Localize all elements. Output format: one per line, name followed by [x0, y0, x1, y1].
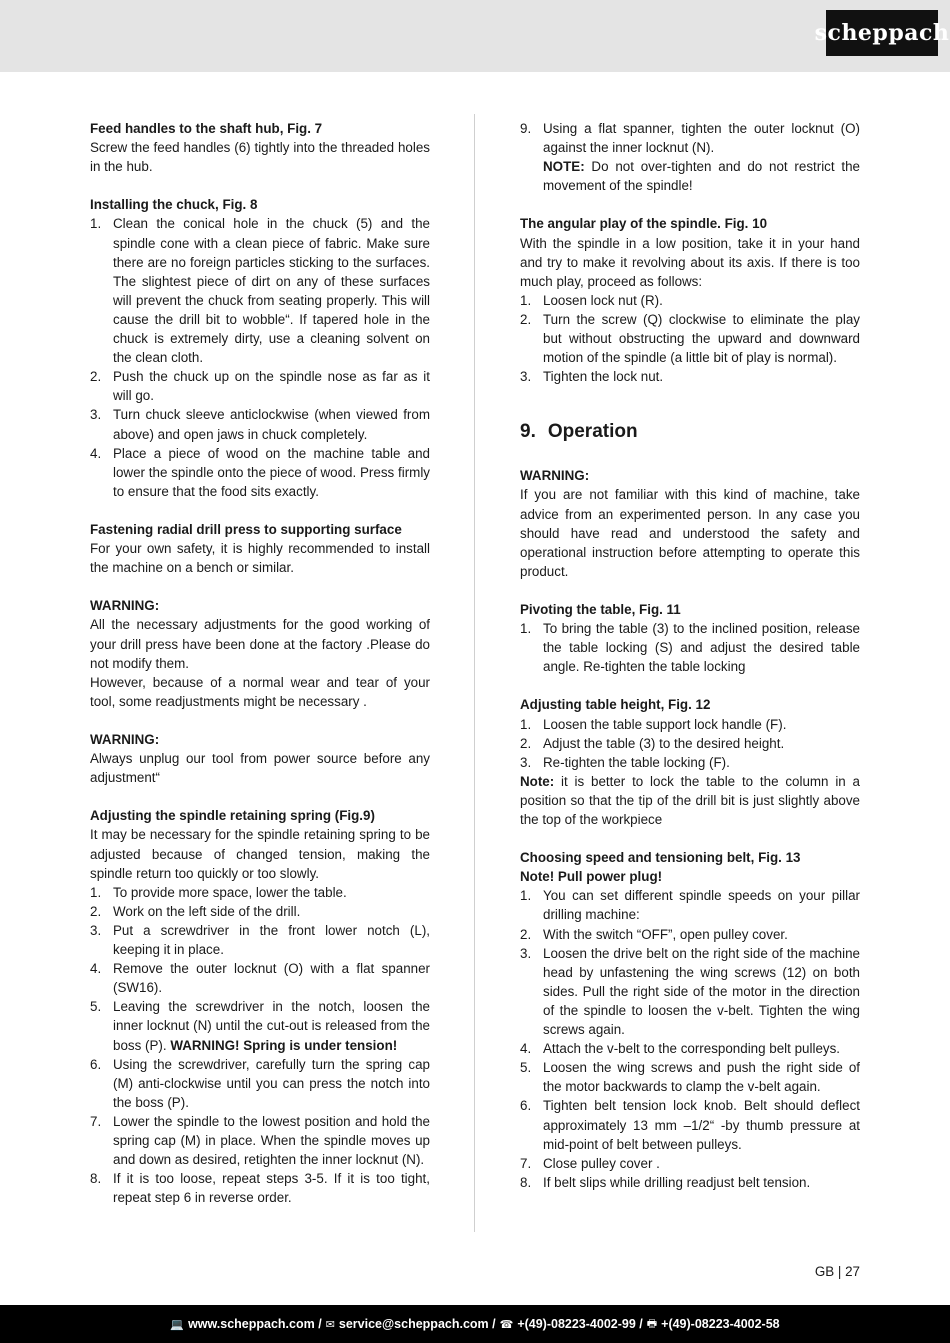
- footer-email[interactable]: service@scheppach.com /: [338, 1317, 496, 1331]
- footer-website[interactable]: www.scheppach.com /: [188, 1317, 322, 1331]
- angular-play-heading: The angular play of the spindle. Fig. 10: [520, 216, 768, 232]
- right-column: [520, 119, 860, 1192]
- spring-steps-continued: [520, 119, 860, 195]
- warning-text: However, because of a normal wear and tear of your tool, some readjustments might be necessary .: [90, 674, 430, 709]
- pivot-heading: Pivoting the table, Fig. 11: [520, 601, 681, 617]
- column-divider: [474, 114, 475, 1232]
- list-item: 1. Loosen lock nut (R).: [520, 292, 663, 308]
- table-height-heading: Adjusting table height, Fig. 12: [520, 697, 711, 713]
- list-item: 8. If it is too loose, repeat steps 3-5. If it is too tight, repeat step 6 in reverse order.: [90, 1171, 430, 1206]
- warning-text: If you are not familiar with this kind of machine, take advice from an experimented person. In any case you should have read and understood the safety and operational instruction before attempting to operate this product.: [520, 487, 860, 579]
- speed-steps: [520, 886, 860, 1192]
- speed-heading: Choosing speed and tensioning belt, Fig. 13: [520, 850, 801, 866]
- fastening-text: For your own safety, it is highly recommended to install the machine on a bench or similar.: [90, 541, 430, 576]
- computer-icon: 💻: [170, 1318, 185, 1331]
- list-item: 3. Loosen the drive belt on the right side of the machine head by unfastening the wing screws (12) on both sides. Pull the right side of the motor in the direction of the spindle to loosen the v-belt. Tighten the wing screws again.: [520, 945, 860, 1038]
- left-column: [90, 119, 430, 1207]
- list-item: 3. Re-tighten the table locking (F).: [520, 754, 730, 770]
- list-item: 4. Place a piece of wood on the machine table and lower the spindle onto the piece of wood. Press firmly to ensure that the food sits exactly.: [90, 445, 430, 499]
- speed-subheading: Note! Pull power plug!: [520, 869, 663, 885]
- mail-icon: ✉: [325, 1318, 335, 1331]
- section-title: 9. Operation: [520, 421, 638, 443]
- list-item: 1. To bring the table (3) to the inclined position, release the table locking (S) and adjust the desired table angle. Re-tighten the table locking: [520, 621, 860, 675]
- warning-heading: WARNING:: [90, 598, 160, 614]
- spring-text: It may be necessary for the spindle retaining spring to be adjusted because of changed tension, making the spindle return too quickly or too slowly.: [90, 827, 430, 881]
- warning-text: All the necessary adjustments for the good working of your drill press have been done at the factory .Please do not modify them.: [90, 617, 430, 671]
- warning-text: Always unplug our tool from power source before any adjustment“: [90, 751, 430, 786]
- angular-play-steps: [520, 291, 860, 386]
- chuck-steps: [90, 214, 430, 500]
- list-item: 6. Using the screwdriver, carefully turn the spring cap (M) anti-clockwise until you can press the notch into the boss (P).: [90, 1056, 430, 1110]
- spring-heading: Adjusting the spindle retaining spring (Fig.9): [90, 808, 375, 824]
- table-height-note: Note: it is better to lock the table to the column in a position so that the tip of the drill bit is just slightly above the top of the workpiece: [520, 773, 860, 827]
- list-item: 4. Attach the v-belt to the corresponding belt pulleys.: [520, 1041, 841, 1057]
- list-item: 2. Work on the left side of the drill.: [90, 903, 301, 919]
- list-item: 1. Clean the conical hole in the chuck (5) and the spindle cone with a clean piece of fabric. Make sure there are no foreign particles sticking to the surfaces. The slightest piece of dirt on any of these surfaces will prevent the chuck from seating properly. This will cause the drill bit to wobble“. If tapered hole in the chuck is extremely dirty, use a cleaning solvent on the clean cloth.: [90, 216, 430, 366]
- list-item: 3. Turn chuck sleeve anticlockwise (when viewed from above) and open jaws in chuck completely.: [90, 407, 430, 442]
- warning-heading: WARNING:: [90, 732, 160, 747]
- page-number: GB | 27: [814, 1264, 860, 1279]
- list-item: 9. Using a flat spanner, tighten the outer locknut (O) against the inner locknut (N). NOTE: Do not over-tighten and do not restrict the movement of the spindle!: [520, 121, 860, 194]
- list-item: 2. Push the chuck up on the spindle nose as far as it will go.: [90, 369, 430, 404]
- list-item: 5. Loosen the wing screws and push the right side of the motor backwards to clamp the v-belt again.: [520, 1060, 860, 1095]
- table-height-steps: [520, 715, 860, 772]
- header-bar: [0, 0, 950, 72]
- list-item: 3. Tighten the lock nut.: [520, 369, 664, 385]
- feed-handles-heading: Feed handles to the shaft hub, Fig. 7: [90, 121, 323, 136]
- list-item: 1. To provide more space, lower the table.: [90, 884, 347, 900]
- list-item: 1. You can set different spindle speeds on your pillar drilling machine:: [520, 888, 860, 923]
- list-item: 4. Remove the outer locknut (O) with a flat spanner (SW16).: [90, 961, 430, 996]
- phone-icon: ☎: [499, 1318, 514, 1331]
- list-item: 1. Loosen the table support lock handle (F).: [520, 716, 787, 732]
- list-item: 2. Turn the screw (Q) clockwise to eliminate the play but without obstructing the upward and downward motion of the spindle (a little bit of play is normal).: [520, 311, 860, 366]
- pivot-steps: [520, 619, 860, 676]
- list-item: 2. Adjust the table (3) to the desired height.: [520, 735, 785, 751]
- note-label: NOTE:: [543, 159, 585, 175]
- list-item: 7. Lower the spindle to the lowest position and hold the spring cap (M) in place. When the spindle moves up and down as desired, retighten the inner locknut (N).: [90, 1113, 430, 1168]
- spring-tension-warning: WARNING! Spring is under tension!: [170, 1037, 398, 1053]
- angular-play-text: With the spindle in a low position, take it in your hand and try to make it revolving about its axis. If there is too much play, proceed as follows:: [520, 235, 860, 289]
- footer-fax: +(49)-08223-4002-58: [661, 1317, 780, 1331]
- footer-phone: +(49)-08223-4002-99 /: [517, 1317, 643, 1331]
- list-item: 8. If belt slips while drilling readjust belt tension.: [520, 1174, 811, 1190]
- list-item: 3. Put a screwdriver in the front lower notch (L), keeping it in place.: [90, 922, 430, 958]
- chuck-heading: Installing the chuck, Fig. 8: [90, 197, 258, 213]
- fax-icon: 🖶: [646, 1317, 658, 1330]
- list-item: 7. Close pulley cover .: [520, 1155, 660, 1171]
- feed-handles-text: Screw the feed handles (6) tightly into the threaded holes in the hub.: [90, 140, 430, 175]
- list-item: 5. Leaving the screwdriver in the notch, loosen the inner locknut (N) until the cut-out is released from the boss (P). WARNING! Spring is under tension!: [90, 999, 430, 1053]
- footer-bar: [0, 1305, 950, 1343]
- list-item: 6. Tighten belt tension lock knob. Belt should deflect approximately 13 mm –1/2“ -by thumb pressure at mid-point of belt between pulleys.: [520, 1098, 860, 1152]
- warning-heading: WARNING:: [520, 468, 590, 484]
- spring-steps: [90, 883, 430, 1208]
- list-item: 2. With the switch “OFF”, open pulley cover.: [520, 926, 788, 942]
- scheppach-logo: scheppach: [826, 10, 938, 56]
- fastening-heading: Fastening radial drill press to supporting surface: [90, 521, 402, 537]
